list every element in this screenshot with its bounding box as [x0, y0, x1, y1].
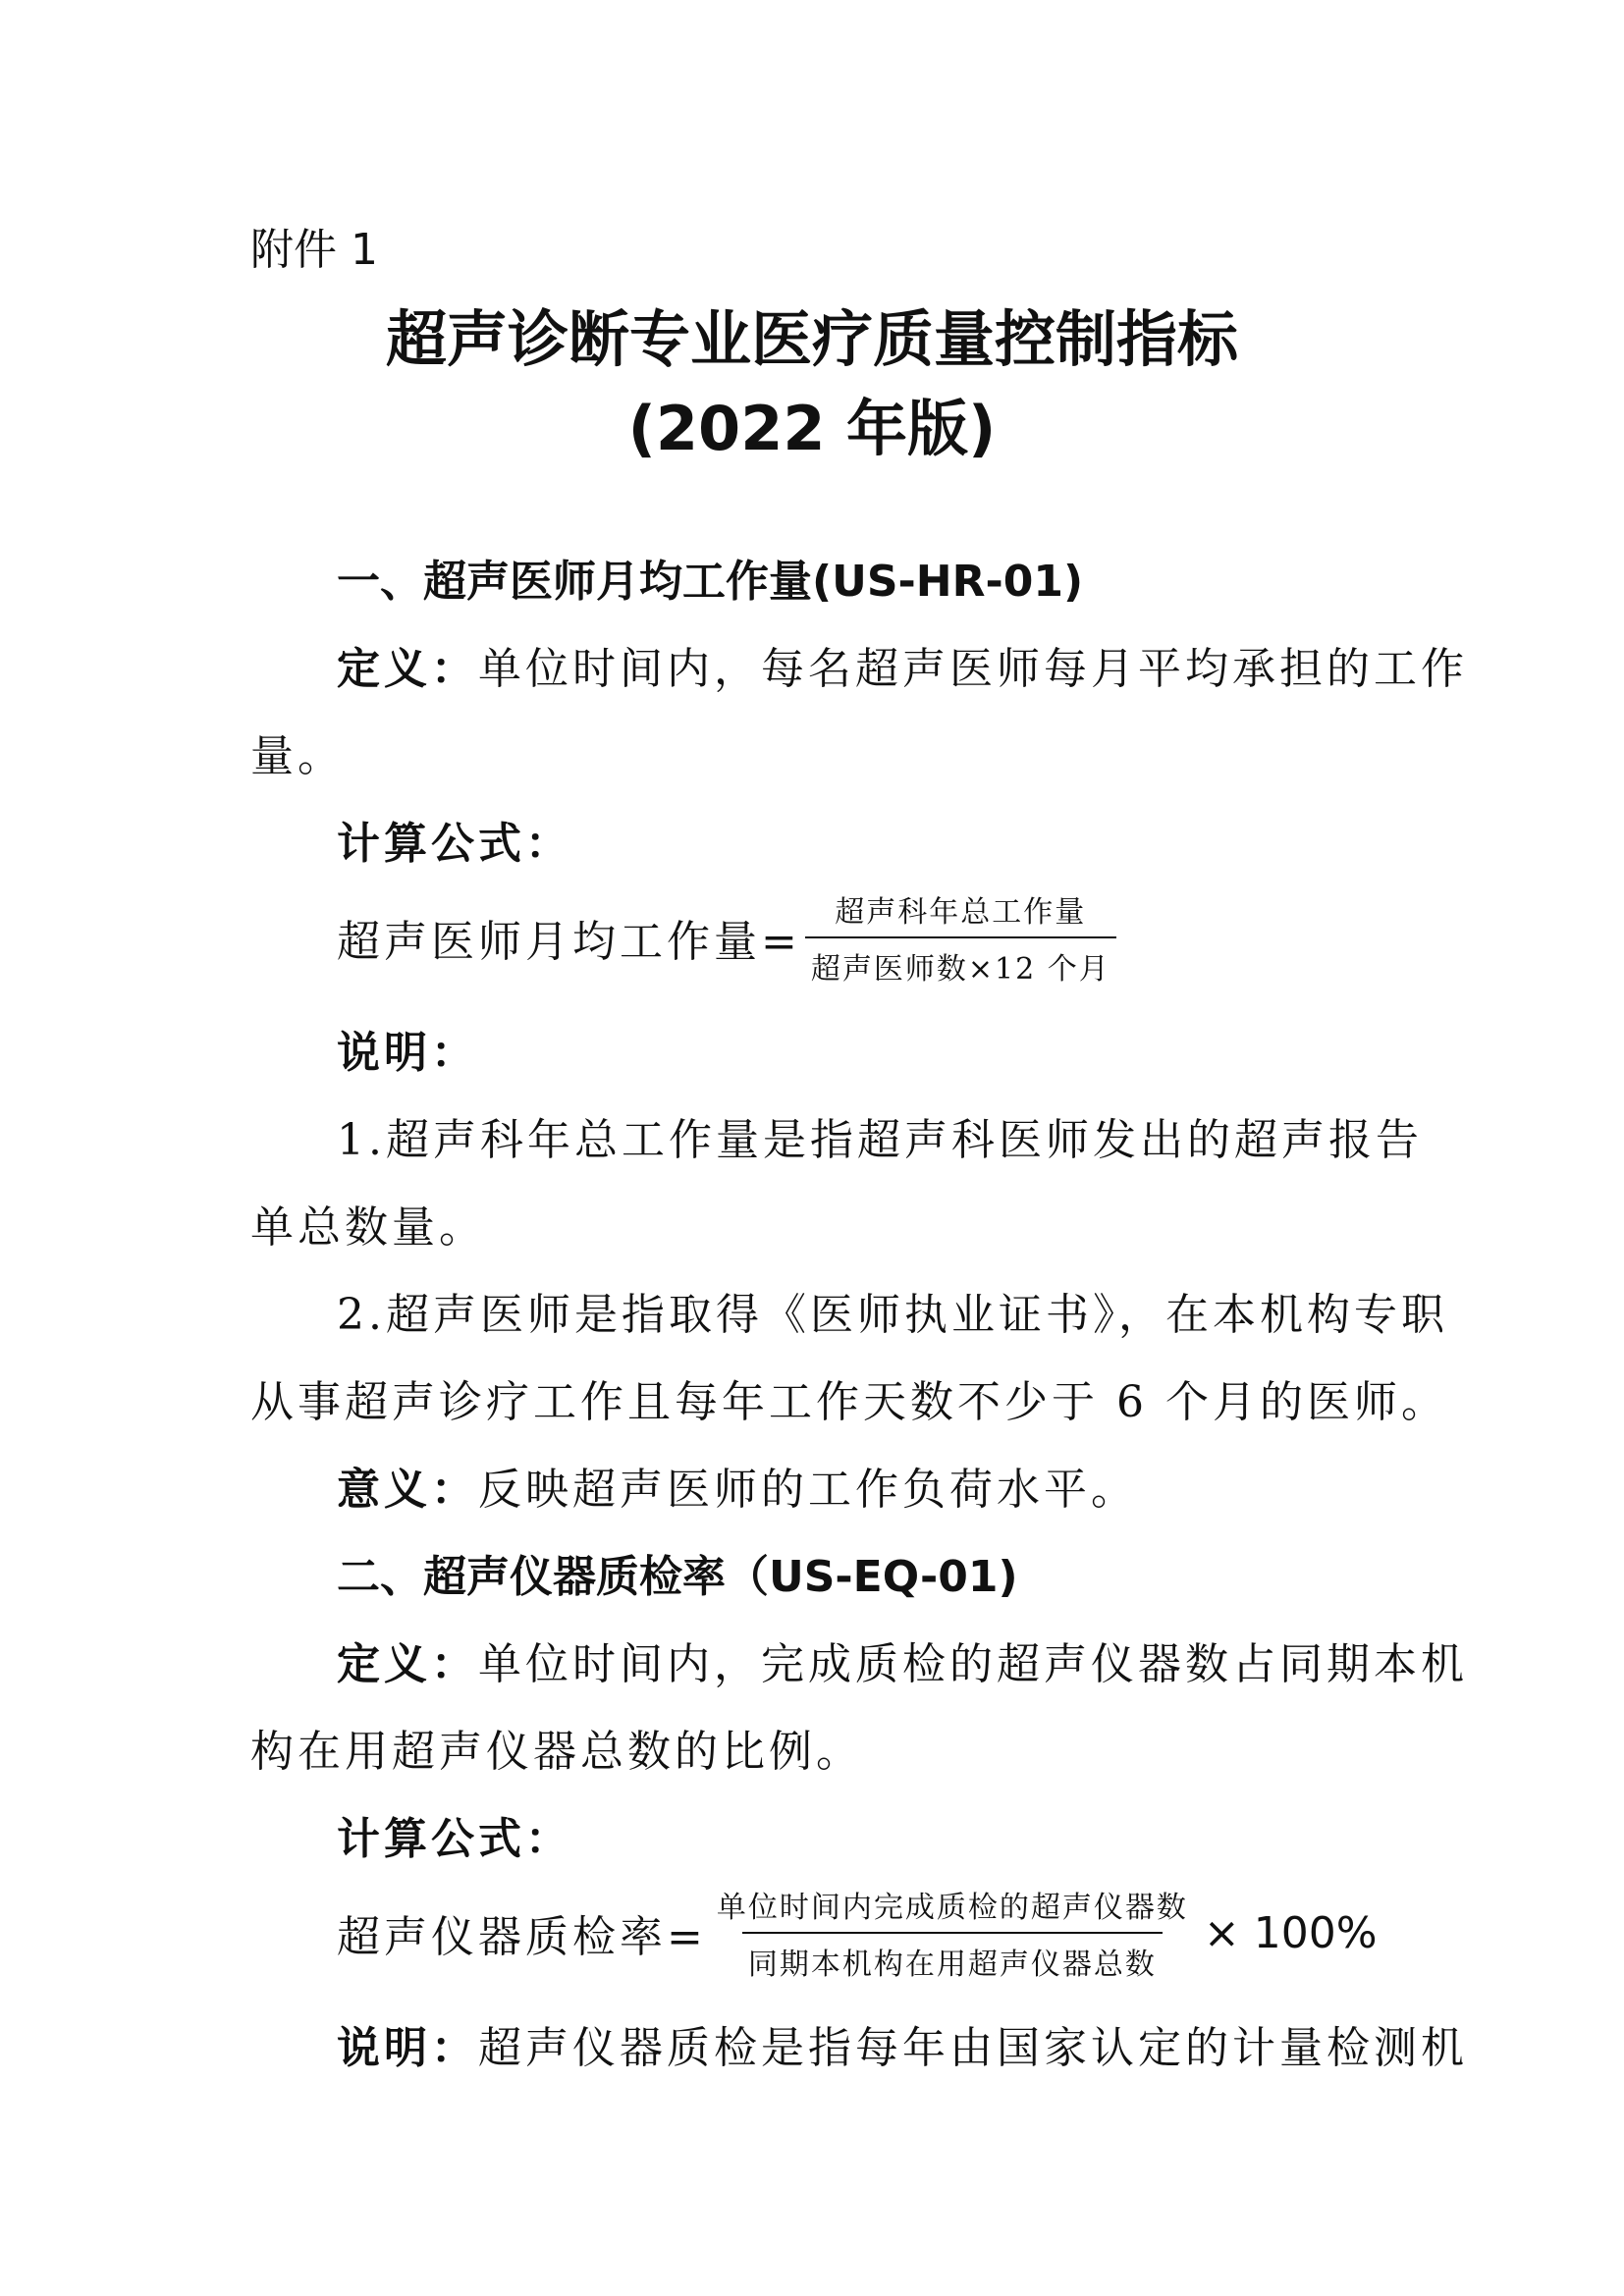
- formula-lhs: 超声仪器质检率=: [337, 1912, 707, 1962]
- section2-formula: [337, 1883, 1378, 1983]
- section1-definition: [337, 633, 1468, 696]
- meaning-label: 意义：: [337, 1465, 478, 1515]
- definition-text: 单位时间内，每名超声医师每月平均承担的工作: [478, 644, 1468, 694]
- formula-denominator: 超声医师数×12 个月: [805, 936, 1116, 988]
- section2-notes: [337, 2012, 1468, 2075]
- notes-text: 超声仪器质检是指每年由国家认定的计量检测机: [478, 2023, 1468, 2073]
- section1-note1: 1.超声科年总工作量是指超声科医师发出的超声报告: [337, 1115, 1423, 1165]
- section1-note2-cont: 从事超声诊疗工作且每年工作天数不少于 6 个月的医师。: [250, 1377, 1448, 1427]
- definition-label: 定义：: [337, 644, 478, 694]
- section1-meaning: [337, 1454, 1138, 1517]
- formula-denominator: 同期本机构在用超声仪器总数: [742, 1932, 1163, 1983]
- section1-formula: [337, 887, 1120, 988]
- notes-label: 说明：: [337, 2023, 478, 2073]
- section1-definition-cont: 量。: [250, 731, 345, 781]
- definition-label: 定义：: [337, 1639, 478, 1689]
- formula-lhs: 超声医师月均工作量=: [337, 917, 801, 967]
- formula-fraction: [805, 887, 1116, 988]
- attachment-label: 附件 1: [250, 225, 378, 275]
- meaning-text: 反映超声医师的工作负荷水平。: [478, 1465, 1138, 1515]
- document-edition: (2022 年版): [627, 393, 997, 464]
- section1-notes-label: 说明：: [337, 1028, 478, 1078]
- section1-note1-cont: 单总数量。: [250, 1202, 486, 1253]
- definition-text: 单位时间内，完成质检的超声仪器数占同期本机: [478, 1639, 1468, 1689]
- section2-definition: [337, 1629, 1468, 1691]
- formula-fraction: [711, 1883, 1194, 1983]
- section1-note2: 2.超声医师是指取得《医师执业证书》，在本机构专职: [337, 1290, 1448, 1340]
- section1-heading: 一、超声医师月均工作量(US-HR-01): [337, 557, 1084, 607]
- section1-formula-label: 计算公式：: [337, 819, 572, 869]
- formula-numerator: 超声科年总工作量: [835, 895, 1087, 930]
- section2-definition-cont: 构在用超声仪器总数的比例。: [250, 1727, 863, 1777]
- section2-formula-label: 计算公式：: [337, 1814, 572, 1864]
- section2-heading: 二、超声仪器质检率（US-EQ-01): [337, 1552, 1018, 1602]
- formula-multiplier: × 100%: [1203, 1907, 1378, 1958]
- formula-numerator: 单位时间内完成质检的超声仪器数: [716, 1891, 1188, 1925]
- document-title: 超声诊断专业医疗质量控制指标: [385, 303, 1238, 375]
